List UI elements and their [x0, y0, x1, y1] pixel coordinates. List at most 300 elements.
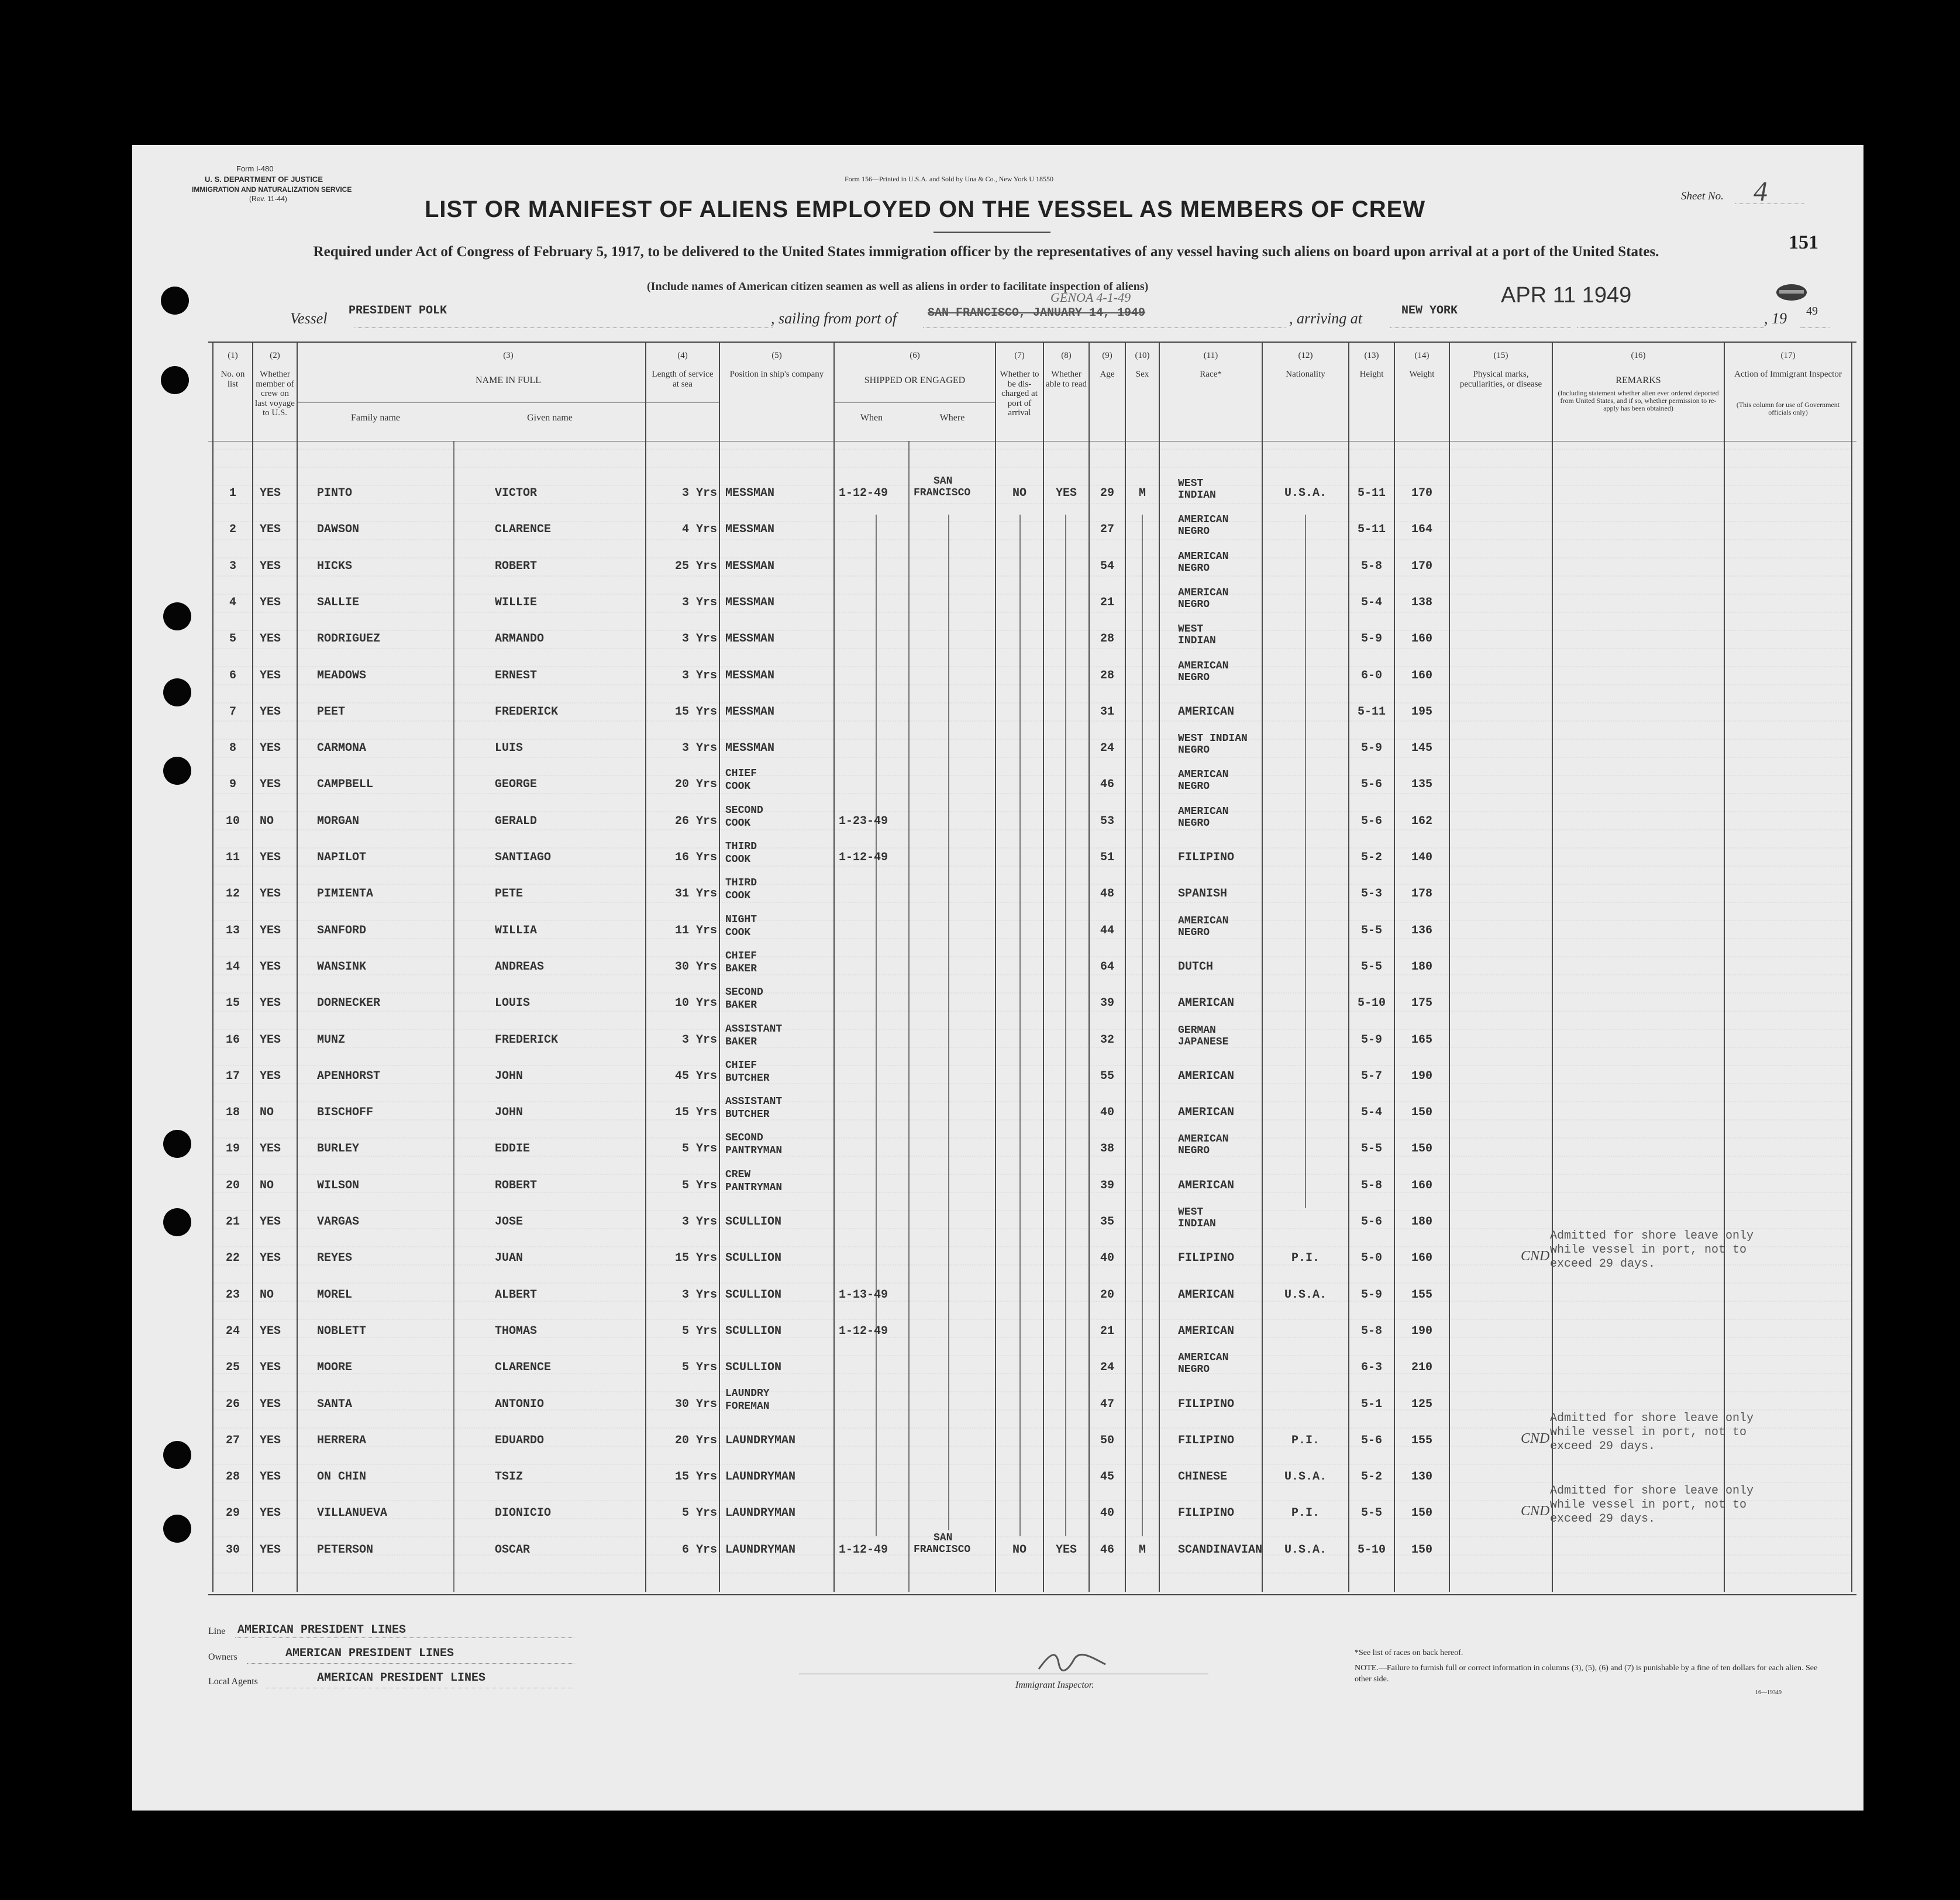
crew-last-voyage: YES	[260, 487, 281, 500]
weight: 155	[1411, 1288, 1432, 1302]
able-to-read: YES	[1055, 1543, 1077, 1557]
position-line2: BAKER	[725, 963, 757, 975]
weight: 136	[1411, 923, 1432, 937]
age: 46	[1100, 778, 1114, 792]
crew-last-voyage: YES	[260, 523, 281, 537]
weight: 135	[1411, 778, 1432, 792]
age: 24	[1100, 1361, 1114, 1375]
remark-line: Admitted for shore leave only	[1550, 1229, 1754, 1243]
length-of-service: 5 Yrs	[681, 1142, 717, 1156]
column-number: (15)	[1493, 351, 1508, 360]
height: 5-11	[1357, 705, 1386, 719]
column-header: Action of Immigrant Inspector	[1734, 370, 1842, 379]
discharged: NO	[1012, 1543, 1026, 1557]
race-line2: INDIAN	[1178, 635, 1216, 647]
family-name: ON CHIN	[317, 1470, 367, 1484]
height: 5-1	[1360, 1397, 1382, 1411]
family-name: BISCHOFF	[317, 1106, 374, 1120]
crew-last-voyage: YES	[260, 632, 281, 646]
height: 5-4	[1360, 1106, 1382, 1120]
column-header: Age	[1100, 370, 1115, 379]
race: AMERICAN	[1178, 996, 1235, 1011]
family-name: VARGAS	[317, 1215, 360, 1229]
length-of-service: 4 Yrs	[681, 523, 717, 537]
height: 5-10	[1357, 996, 1386, 1011]
race: AMERICAN	[1178, 1288, 1235, 1302]
crew-last-voyage: YES	[260, 778, 281, 792]
position: MESSMAN	[725, 559, 775, 573]
family-name: MORGAN	[317, 814, 360, 828]
length-of-service: 3 Yrs	[681, 632, 717, 646]
position-line1: CREW	[725, 1168, 751, 1181]
race: FILIPINO	[1178, 1397, 1235, 1411]
remark-initials: CND	[1521, 1430, 1550, 1446]
races-note: *See list of races on back hereof.	[1355, 1649, 1463, 1657]
height: 5-5	[1360, 1142, 1382, 1156]
row-number: 20	[225, 1178, 240, 1192]
age: 27	[1100, 523, 1114, 537]
weight: 180	[1411, 960, 1432, 974]
column-number: (9)	[1102, 351, 1112, 360]
year-prefix: , 19	[1764, 310, 1787, 327]
remark-line: exceed 29 days.	[1550, 1257, 1656, 1271]
height: 5-5	[1360, 1506, 1382, 1520]
weight: 125	[1411, 1397, 1432, 1411]
race: FILIPINO	[1178, 851, 1235, 864]
position-line1: ASSISTANT	[725, 1023, 783, 1035]
length-of-service: 5 Yrs	[681, 1361, 717, 1375]
given-name: EDUARDO	[495, 1433, 545, 1447]
race-line1: AMERICAN	[1178, 1133, 1229, 1146]
length-of-service: 30 Yrs	[674, 1397, 717, 1411]
row-number: 14	[225, 960, 240, 974]
revision: (Rev. 11-44)	[249, 195, 287, 203]
length-of-service: 6 Yrs	[681, 1543, 717, 1557]
race: FILIPINO	[1178, 1433, 1235, 1447]
given-name: LUIS	[495, 742, 523, 756]
race-line1: AMERICAN	[1178, 769, 1229, 781]
year-suffix: 49	[1806, 305, 1818, 318]
position: SCULLION	[725, 1288, 782, 1302]
column-number: (11)	[1203, 351, 1218, 360]
nationality: U.S.A.	[1284, 1288, 1327, 1302]
height: 5-8	[1360, 559, 1382, 573]
given-name: JUAN	[495, 1251, 523, 1265]
family-name: PINTO	[317, 487, 353, 500]
height: 5-7	[1360, 1069, 1382, 1083]
height: 5-8	[1360, 1324, 1382, 1338]
shipped-when: 1-12-49	[839, 851, 888, 864]
row-number: 15	[225, 996, 240, 1011]
crew-last-voyage: YES	[260, 1324, 281, 1338]
row-number: 25	[225, 1361, 240, 1375]
given-name: ANDREAS	[495, 960, 545, 974]
race-line1: WEST	[1178, 1206, 1204, 1218]
position-line2: BAKER	[725, 999, 757, 1012]
age: 51	[1100, 851, 1114, 864]
race: SCANDINAVIAN	[1178, 1543, 1263, 1557]
position-line2: BUTCHER	[725, 1109, 770, 1121]
crew-last-voyage: YES	[260, 1215, 281, 1229]
family-name: REYES	[317, 1251, 353, 1265]
position-line2: PANTRYMAN	[725, 1145, 783, 1157]
age: 45	[1100, 1470, 1114, 1484]
vessel-name: PRESIDENT POLK	[349, 304, 447, 318]
column-number: (16)	[1631, 351, 1646, 360]
family-name: RODRIGUEZ	[317, 632, 381, 646]
length-of-service: 3 Yrs	[681, 1033, 717, 1047]
position: MESSMAN	[725, 595, 775, 609]
crew-last-voyage: YES	[260, 668, 281, 682]
race-line2: NEGRO	[1178, 817, 1210, 829]
race: AMERICAN	[1178, 1178, 1235, 1192]
nationality: P.I.	[1291, 1433, 1320, 1447]
age: 39	[1100, 1178, 1114, 1192]
row-number: 10	[225, 814, 240, 828]
column-header: Position in ship's company	[729, 370, 824, 379]
length-of-service: 5 Yrs	[681, 1324, 717, 1338]
row-number: 3	[229, 559, 236, 573]
weight: 175	[1411, 996, 1432, 1011]
length-of-service: 3 Yrs	[681, 668, 717, 682]
column-number: (3)	[503, 351, 514, 360]
race-line2: INDIAN	[1178, 489, 1216, 501]
race: SPANISH	[1178, 887, 1228, 901]
column-number: (12)	[1298, 351, 1313, 360]
position-line2: BAKER	[725, 1036, 757, 1048]
service: IMMIGRATION AND NATURALIZATION SERVICE	[192, 185, 352, 194]
family-name: MOORE	[317, 1361, 353, 1375]
length-of-service: 3 Yrs	[681, 1288, 717, 1302]
weight: 164	[1411, 523, 1432, 537]
nationality: U.S.A.	[1284, 1543, 1327, 1557]
remark-line: while vessel in port, not to	[1550, 1425, 1747, 1439]
family-name: NAPILOT	[317, 851, 367, 864]
page-number: 151	[1789, 232, 1818, 253]
crew-last-voyage: YES	[260, 559, 281, 573]
discharged: NO	[1012, 487, 1026, 500]
height: 5-4	[1360, 595, 1382, 609]
inspector-signature-icon	[1033, 1647, 1109, 1676]
height: 5-9	[1360, 632, 1382, 646]
family-name: DORNECKER	[317, 996, 381, 1011]
position: MESSMAN	[725, 705, 775, 719]
age: 55	[1100, 1069, 1114, 1083]
family-name: BURLEY	[317, 1142, 360, 1156]
given-name: JOHN	[495, 1069, 523, 1083]
weight: 150	[1411, 1106, 1432, 1120]
row-number: 4	[229, 595, 236, 609]
column-header: Weight	[1409, 370, 1435, 379]
race-line1: AMERICAN	[1178, 1352, 1229, 1364]
column-header: Length of service at sea	[652, 370, 714, 389]
family-name: NOBLETT	[317, 1324, 367, 1338]
family-name: HICKS	[317, 559, 353, 573]
height: 5-9	[1360, 1288, 1382, 1302]
length-of-service: 3 Yrs	[681, 1215, 717, 1229]
weight: 145	[1411, 742, 1432, 756]
given-name: FREDERICK	[495, 1033, 559, 1047]
crew-last-voyage: YES	[260, 960, 281, 974]
race: AMERICAN	[1178, 1106, 1235, 1120]
age: 39	[1100, 996, 1114, 1011]
nationality: U.S.A.	[1284, 487, 1327, 500]
owners-underline	[247, 1663, 574, 1664]
length-of-service: 30 Yrs	[674, 960, 717, 974]
age: 53	[1100, 814, 1114, 828]
line-value: AMERICAN PRESIDENT LINES	[237, 1623, 407, 1637]
column-header: Whether able to read	[1046, 370, 1087, 389]
family-name: APENHORST	[317, 1069, 381, 1083]
race: FILIPINO	[1178, 1506, 1235, 1520]
position: SCULLION	[725, 1251, 782, 1265]
race-line1: AMERICAN	[1178, 514, 1229, 526]
given-name: GERALD	[495, 814, 538, 828]
shipped-when: 1-12-49	[839, 487, 888, 500]
remark-initials: CND	[1521, 1504, 1550, 1519]
row-number: 11	[225, 851, 240, 864]
position-line2: COOK	[725, 890, 751, 902]
race-line2: NEGRO	[1178, 1364, 1210, 1376]
column-number: (5)	[771, 351, 782, 360]
crew-last-voyage: NO	[260, 1178, 274, 1192]
age: 21	[1100, 595, 1114, 609]
length-of-service: 20 Yrs	[674, 778, 717, 792]
weight: 150	[1411, 1506, 1432, 1520]
shipped-where-line2: FRANCISCO	[914, 1543, 971, 1556]
given-name: THOMAS	[495, 1324, 538, 1338]
column-header: REMARKS	[1615, 375, 1661, 385]
height: 5-0	[1360, 1251, 1382, 1265]
race-line2: NEGRO	[1178, 562, 1210, 574]
age: 20	[1100, 1288, 1114, 1302]
arriving-label: , arriving at	[1289, 310, 1362, 327]
age: 54	[1100, 559, 1114, 573]
race-line1: GERMAN	[1178, 1024, 1216, 1036]
able-to-read: YES	[1055, 487, 1077, 500]
shipped-when: 1-12-49	[839, 1324, 888, 1338]
column-number: (14)	[1414, 351, 1429, 360]
remark-initials: CND	[1521, 1249, 1550, 1264]
row-number: 9	[229, 778, 236, 792]
position-line1: CHIEF	[725, 950, 757, 962]
shipped-when: 1-23-49	[839, 814, 888, 828]
sheet-number: 4	[1754, 176, 1768, 207]
race-line2: NEGRO	[1178, 781, 1210, 793]
length-of-service: 3 Yrs	[681, 595, 717, 609]
crew-last-voyage: YES	[260, 923, 281, 937]
form-code: 16—19349	[1755, 1689, 1782, 1696]
weight: 150	[1411, 1142, 1432, 1156]
position: MESSMAN	[725, 632, 775, 646]
port-handwritten: GENOA 4-1-49	[1050, 290, 1131, 305]
family-name: WILSON	[317, 1178, 360, 1192]
position-line1: THIRD	[725, 877, 757, 889]
given-name: ROBERT	[495, 1178, 538, 1192]
race: AMERICAN	[1178, 1324, 1235, 1338]
weight: 150	[1411, 1543, 1432, 1557]
length-of-service: 15 Yrs	[674, 705, 717, 719]
given-name: CLARENCE	[495, 523, 552, 537]
position: SCULLION	[725, 1361, 782, 1375]
height: 5-6	[1360, 814, 1382, 828]
length-of-service: 20 Yrs	[674, 1433, 717, 1447]
port-value: SAN FRANCISCO, JANUARY 14, 1949	[928, 306, 1146, 320]
column-number: (6)	[910, 351, 920, 360]
column-number: (4)	[677, 351, 688, 360]
row-number: 29	[225, 1506, 240, 1520]
position: MESSMAN	[725, 742, 775, 756]
family-name: SANFORD	[317, 923, 367, 937]
length-of-service: 3 Yrs	[681, 742, 717, 756]
family-name: PIMIENTA	[317, 887, 374, 901]
length-of-service: 5 Yrs	[681, 1506, 717, 1520]
race-line1: AMERICAN	[1178, 805, 1229, 818]
position-line1: ASSISTANT	[725, 1096, 783, 1108]
crew-last-voyage: YES	[260, 705, 281, 719]
arriving-value: NEW YORK	[1401, 304, 1458, 318]
age: 28	[1100, 632, 1114, 646]
family-name: SALLIE	[317, 595, 360, 609]
height: 6-3	[1360, 1361, 1382, 1375]
race-line1: AMERICAN	[1178, 587, 1229, 599]
age: 21	[1100, 1324, 1114, 1338]
age: 40	[1100, 1251, 1114, 1265]
family-name-header: Family name	[351, 413, 400, 423]
column-number: (8)	[1061, 351, 1072, 360]
row-number: 6	[229, 668, 236, 682]
row-number: 2	[229, 523, 236, 537]
weight: 130	[1411, 1470, 1432, 1484]
column-number: (10)	[1135, 351, 1150, 360]
column-header: Race*	[1200, 370, 1222, 379]
family-name: PETERSON	[317, 1543, 374, 1557]
family-name: PEET	[317, 705, 346, 719]
line-underline	[235, 1637, 574, 1638]
position: LAUNDRYMAN	[725, 1506, 796, 1520]
given-name: OSCAR	[495, 1543, 531, 1557]
sex: M	[1138, 487, 1146, 500]
crew-last-voyage: YES	[260, 1397, 281, 1411]
given-name: GEORGE	[495, 778, 538, 792]
length-of-service: 10 Yrs	[674, 996, 717, 1011]
given-name-header: Given name	[527, 413, 573, 423]
crew-last-voyage: YES	[260, 996, 281, 1011]
race-line1: WEST	[1178, 478, 1204, 489]
row-number: 28	[225, 1470, 240, 1484]
row-number: 30	[225, 1543, 240, 1557]
length-of-service: 5 Yrs	[681, 1178, 717, 1192]
when-header: When	[860, 413, 883, 423]
race-line2: NEGRO	[1178, 598, 1210, 611]
row-number: 19	[225, 1142, 240, 1156]
length-of-service: 15 Yrs	[674, 1251, 717, 1265]
form-number: Form I-480	[236, 164, 274, 173]
remark-line: Admitted for shore leave only	[1550, 1411, 1754, 1425]
row-number: 5	[229, 632, 236, 646]
race-line2: NEGRO	[1178, 526, 1210, 538]
column-header: Sex	[1135, 370, 1149, 379]
weight: 138	[1411, 595, 1432, 609]
given-name: TSIZ	[495, 1470, 523, 1484]
column-header: Nationality	[1286, 370, 1325, 379]
agents-value: AMERICAN PRESIDENT LINES	[317, 1671, 486, 1685]
crew-last-voyage: YES	[260, 1361, 281, 1375]
line-label: Line	[208, 1626, 226, 1636]
race-line2: NEGRO	[1178, 671, 1210, 684]
family-name: CAMPBELL	[317, 778, 374, 792]
race: AMERICAN	[1178, 1069, 1235, 1083]
column-number: (7)	[1014, 351, 1025, 360]
height: 5-6	[1360, 1433, 1382, 1447]
row-number: 7	[229, 705, 236, 719]
age: 29	[1100, 487, 1114, 500]
given-name: VICTOR	[495, 487, 538, 500]
height: 5-11	[1357, 523, 1386, 537]
position-line2: COOK	[725, 854, 751, 865]
race-line2: INDIAN	[1178, 1218, 1216, 1230]
subtitle-text: Required under Act of Congress of February 5, 1917, to be delivered to the United States immigration officer by the representatives of any vessel having such aliens on board upon arrival at a port of the United States.	[313, 244, 1659, 260]
weight: 178	[1411, 887, 1432, 901]
race-line1: AMERICAN	[1178, 915, 1229, 927]
position-line1: THIRD	[725, 841, 757, 853]
row-number: 8	[229, 742, 236, 756]
column-number: (1)	[228, 351, 238, 360]
nationality: P.I.	[1291, 1251, 1320, 1265]
position-line1: SECOND	[725, 1132, 763, 1144]
shipped-when: 1-12-49	[839, 1543, 888, 1557]
race-line1: AMERICAN	[1178, 550, 1229, 563]
crew-last-voyage: YES	[260, 1251, 281, 1265]
crew-last-voyage: YES	[260, 1543, 281, 1557]
where-header: Where	[939, 413, 965, 423]
owners-value: AMERICAN PRESIDENT LINES	[285, 1647, 454, 1660]
sheet-label: Sheet No.	[1681, 190, 1724, 202]
position-line1: SECOND	[725, 987, 763, 999]
height: 5-2	[1360, 851, 1382, 864]
position-line2: PANTRYMAN	[725, 1181, 783, 1194]
height: 5-5	[1360, 960, 1382, 974]
column-number: (2)	[270, 351, 280, 360]
row-number: 18	[225, 1106, 240, 1120]
page-title: LIST OR MANIFEST OF ALIENS EMPLOYED ON THE VESSEL AS MEMBERS OF CREW	[425, 196, 1426, 222]
shipped-when: 1-13-49	[839, 1288, 888, 1302]
position: MESSMAN	[725, 523, 775, 537]
race-line2: NEGRO	[1178, 1145, 1210, 1157]
height: 5-10	[1357, 1543, 1386, 1557]
row-number: 21	[225, 1215, 240, 1229]
row-number: 1	[229, 487, 236, 500]
position: LAUNDRYMAN	[725, 1433, 796, 1447]
crew-last-voyage: NO	[260, 1106, 274, 1120]
height: 5-5	[1360, 923, 1382, 937]
weight: 170	[1411, 559, 1432, 573]
weight: 190	[1411, 1324, 1432, 1338]
height: 5-8	[1360, 1178, 1382, 1192]
race: FILIPINO	[1178, 1251, 1235, 1265]
column-header: No. on list	[221, 370, 245, 389]
crew-last-voyage: YES	[260, 1506, 281, 1520]
position-line2: COOK	[725, 817, 751, 829]
given-name: ANTONIO	[495, 1397, 545, 1411]
row-number: 13	[225, 923, 240, 937]
given-name: EDDIE	[495, 1142, 531, 1156]
race-line1: AMERICAN	[1178, 660, 1229, 672]
length-of-service: 45 Yrs	[674, 1069, 717, 1083]
position-line1: CHIEF	[725, 1059, 757, 1071]
race-line1: WEST	[1178, 623, 1204, 636]
column-header: NAME IN FULL	[476, 375, 541, 385]
